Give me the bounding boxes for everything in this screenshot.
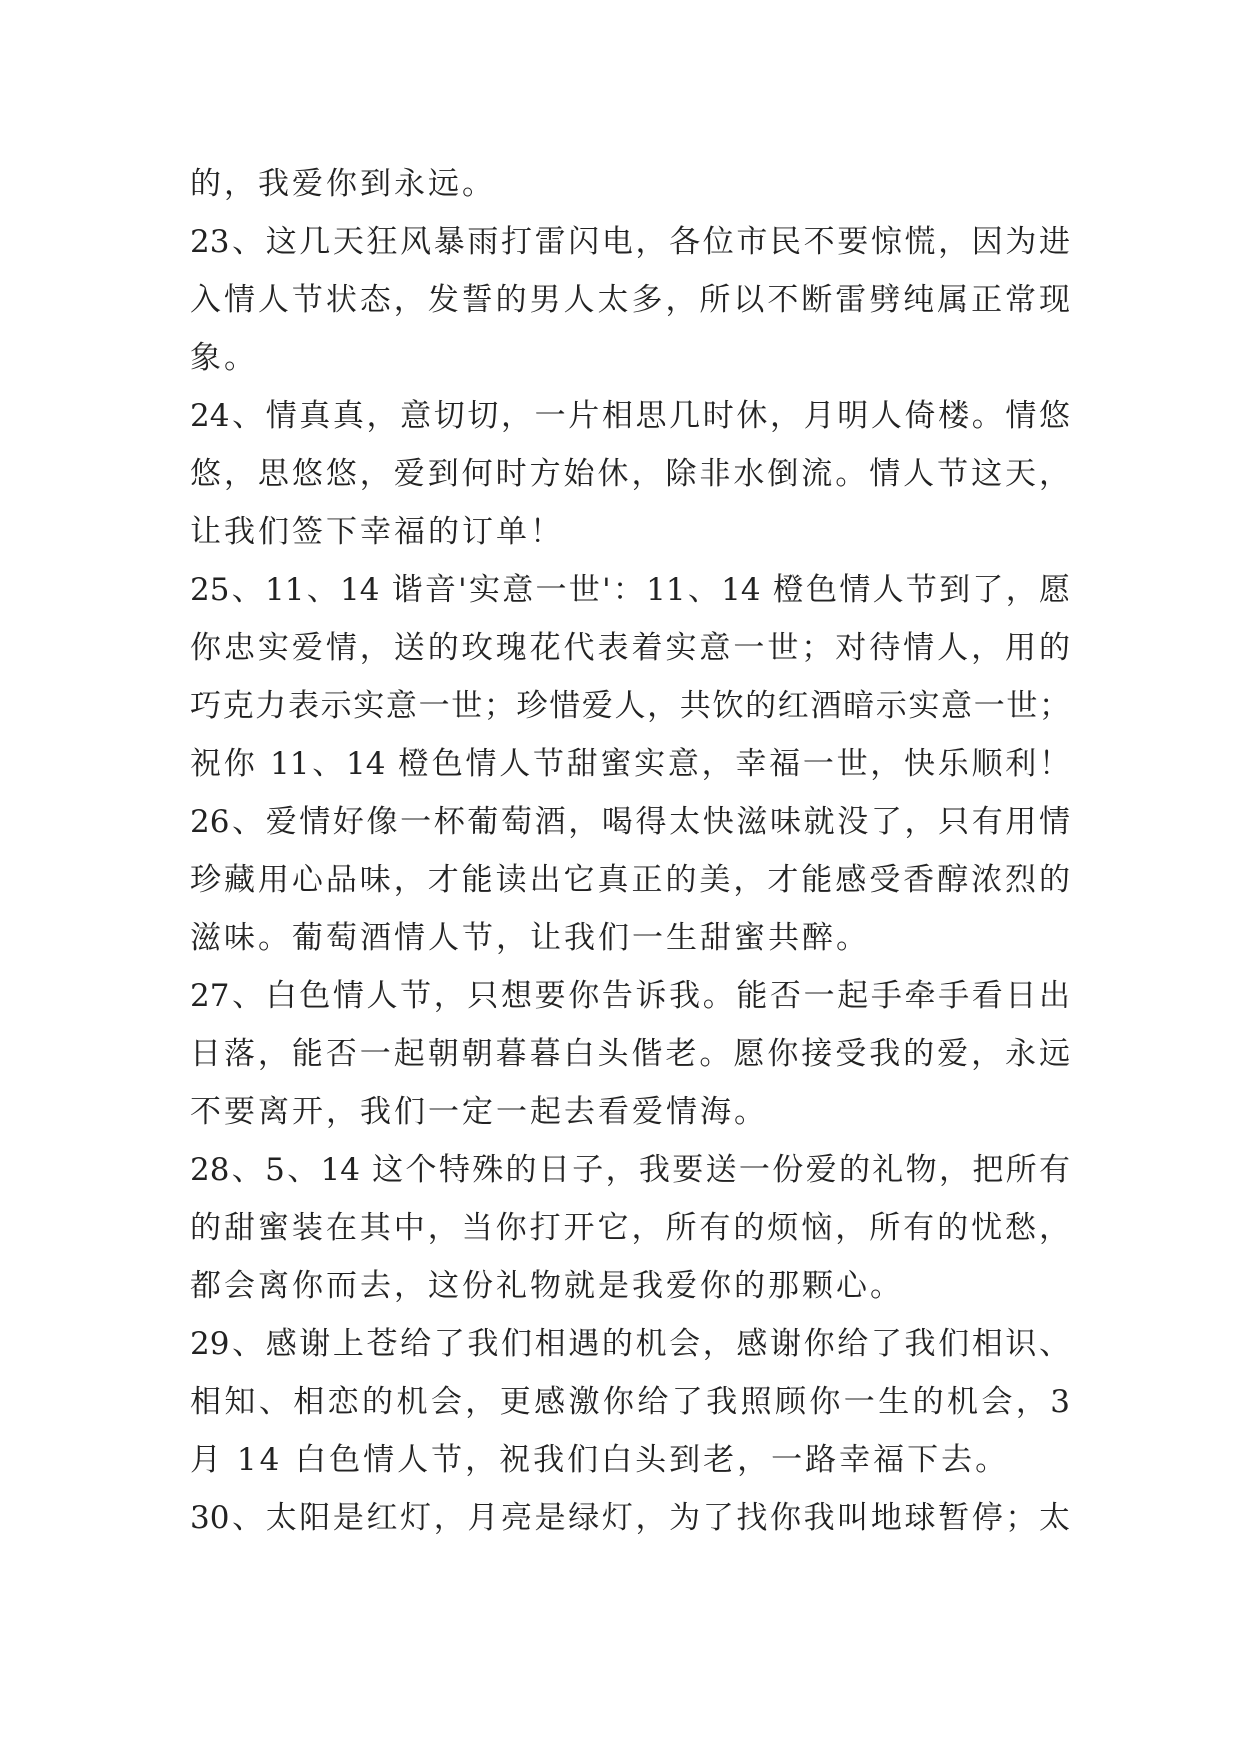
text-line: 25、11、14 谐音'实意一世'：11、14 橙色情人节到了，愿 — [190, 572, 1070, 608]
text-line: 滋味。葡萄酒情人节，让我们一生甜蜜共醉。 — [190, 920, 870, 956]
text-line: 28、5、14 这个特殊的日子，我要送一份爱的礼物，把所有 — [190, 1152, 1070, 1188]
text-line: 相知、相恋的机会，更感激你给了我照顾你一生的机会，3 — [190, 1384, 1070, 1420]
text-line: 27、白色情人节，只想要你告诉我。能否一起手牵手看日出 — [190, 978, 1070, 1014]
text-line: 你忠实爱情，送的玫瑰花代表着实意一世；对待情人，用的 — [190, 630, 1070, 666]
text-line: 让我们签下幸福的订单！ — [190, 514, 564, 550]
text-line: 悠，思悠悠，爱到何时方始休，除非水倒流。情人节这天， — [190, 456, 1070, 492]
text-line: 的甜蜜装在其中，当你打开它，所有的烦恼，所有的忧愁， — [190, 1210, 1070, 1246]
body-text — [190, 155, 1070, 1547]
text-line: 祝你 11、14 橙色情人节甜蜜实意，幸福一世，快乐顺利！ — [190, 746, 1070, 782]
text-line: 入情人节状态，发誓的男人太多，所以不断雷劈纯属正常现 — [190, 282, 1070, 318]
text-line: 巧克力表示实意一世；珍惜爱人，共饮的红酒暗示实意一世； — [190, 688, 1070, 724]
text-line: 的，我爱你到永远。 — [190, 166, 496, 202]
text-line: 26、爱情好像一杯葡萄酒，喝得太快滋味就没了，只有用情 — [190, 804, 1070, 840]
text-line: 30、太阳是红灯，月亮是绿灯，为了找你我叫地球暂停；太 — [190, 1500, 1070, 1536]
text-line: 象。 — [190, 340, 258, 376]
text-line: 不要离开，我们一定一起去看爱情海。 — [190, 1094, 768, 1130]
text-line: 日落，能否一起朝朝暮暮白头偕老。愿你接受我的爱，永远 — [190, 1036, 1070, 1072]
text-line: 23、这几天狂风暴雨打雷闪电，各位市民不要惊慌，因为进 — [190, 224, 1070, 260]
text-line: 24、情真真，意切切，一片相思几时休，月明人倚楼。情悠 — [190, 398, 1070, 434]
text-line: 29、感谢上苍给了我们相遇的机会，感谢你给了我们相识、 — [190, 1326, 1070, 1362]
text-line: 月 14 白色情人节，祝我们白头到老，一路幸福下去。 — [190, 1442, 1010, 1478]
text-line: 都会离你而去，这份礼物就是我爱你的那颗心。 — [190, 1268, 904, 1304]
text-line: 珍藏用心品味，才能读出它真正的美，才能感受香醇浓烈的 — [190, 862, 1070, 898]
